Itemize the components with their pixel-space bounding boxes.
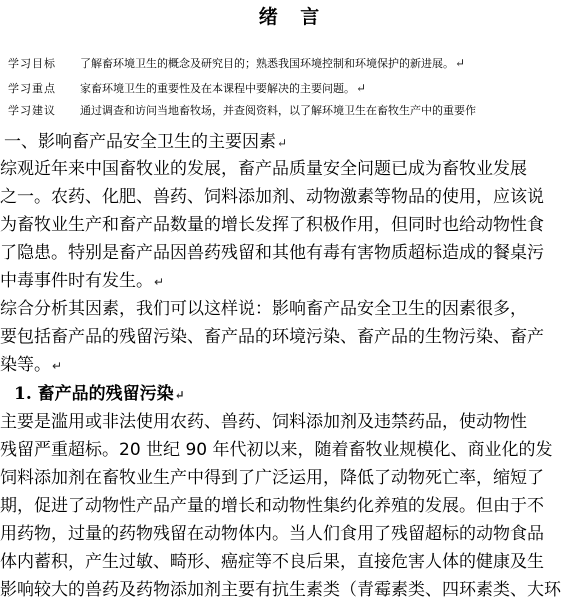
objective-text: 通过调查和访问当地畜牧场，并查阅资料，以了解环境卫生在畜牧生产中的重要作 [80,104,476,117]
paragraph-line: 染等。↵ [0,355,63,375]
paragraph-line: 期，促进了动物性产品产量的增长和动物性集约化养殖的发展。但由于不 [0,496,544,516]
subheading: 1. 畜产品的残留污染↵ [14,384,185,404]
paragraph-line: 饲料添加剂在畜牧业生产中得到了广泛运用，降低了动物死亡率，缩短了 [0,468,544,488]
paragraph-mark-icon: ↵ [277,136,288,150]
paragraph-line: 残留严重超标。20 世纪 90 年代初以来，随着畜牧业规模化、商业化的发 [0,440,553,460]
paragraph-line: 用药物，过量的药物残留在动物体内。当人们食用了残留超标的动物食品 [0,524,544,544]
paragraph-line: 之一。农药、化肥、兽药、饲料添加剂、动物激素等物品的使用，应该说 [0,187,544,207]
paragraph-mark-icon: ↵ [174,388,185,402]
objective-label: 学习建议 [8,104,56,117]
objective-row [8,103,476,119]
paragraph-line: 体内蓄积，产生过敏、畸形、癌症等不良后果，直接危害人体的健康及生 [0,552,544,572]
paragraph-mark-icon: ↵ [154,275,165,289]
paragraph-mark-icon: ↵ [356,81,367,95]
paragraph-line: 主要是滥用或非法使用农药、兽药、饲料添加剂及违禁药品，使动物性 [0,412,527,432]
objective-row [8,55,465,72]
paragraph-line: 影响较大的兽药及药物添加剂主要有抗生素类（青霉素类、四环素类、大环 [0,580,561,600]
paragraph-line: 为畜牧业生产和畜产品数量的增长发挥了积极作用，但同时也给动物性食 [0,215,544,235]
objective-text: 了解畜环境卫生的概念及研究目的；熟悉我国环境控制和环境保护的新进展。 [80,57,454,70]
paragraph-line: 要包括畜产品的残留污染、畜产品的环境污染、畜产品的生物污染、畜产 [0,327,544,347]
paragraph-line: 综观近年来中国畜牧业的发展，畜产品质量安全问题已成为畜牧业发展 [0,159,527,179]
objective-label: 学习目标 [8,57,56,70]
paragraph-mark-icon: ↵ [455,56,466,70]
paragraph-line: 综合分析其因素，我们可以这样说：影响畜产品安全卫生的因素很多， [0,299,527,319]
page-title: 绪 言 [258,6,328,28]
paragraph-mark-icon: ↵ [52,359,63,373]
paragraph-line: 中毒事件时有发生。↵ [0,271,165,291]
objective-row [8,80,366,97]
objective-label: 学习重点 [8,82,56,95]
objective-text: 家畜环境卫生的重要性及在本课程中要解决的主要问题。 [80,82,355,95]
section-heading: 一、影响畜产品安全卫生的主要因素↵ [4,132,288,152]
paragraph-line: 了隐患。特别是畜产品因兽药残留和其他有毒有害物质超标造成的餐桌污 [0,243,544,263]
